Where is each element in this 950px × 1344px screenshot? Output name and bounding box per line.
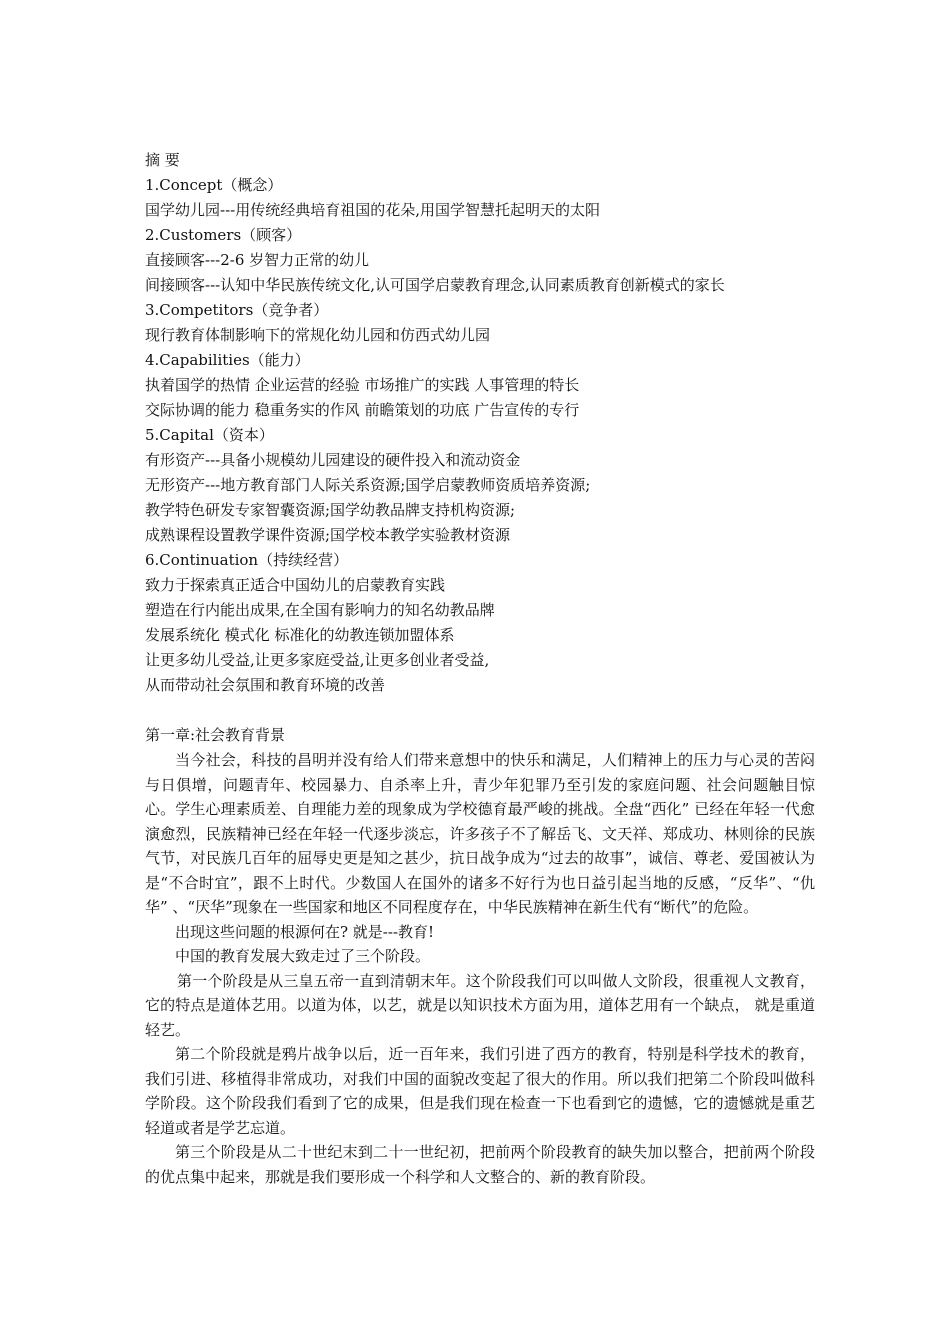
- summary-line: 交际协调的能力 稳重务实的作风 前瞻策划的功底 广告宣传的专行: [145, 401, 580, 419]
- chapter-paragraph: 第一个阶段是从三皇五帝一直到清朝末年。这个阶段我们可以叫做人文阶段，很重视人文教育，它的特点是道体艺用。以道为体，以艺，就是以知识技术方面为用，道体艺用有一个缺点， 就是重道轻艺。: [145, 971, 815, 1039]
- summary-line: 塑造在行内能出成果,在全国有影响力的知名幼教品牌: [145, 601, 495, 619]
- chapter-heading: 第一章:社会教育背景: [145, 726, 286, 744]
- summary-line: 执着国学的热情 企业运营的经验 市场推广的实践 人事管理的特长: [145, 376, 580, 394]
- summary-line: 1.Concept（概念）: [145, 176, 283, 194]
- summary-line: 3.Competitors（竞争者）: [145, 301, 329, 319]
- summary-line: 直接顾客---2-6 岁智力正常的幼儿: [145, 251, 370, 269]
- summary-line: 教学特色研发专家智囊资源;国学幼教品牌支持机构资源;: [145, 501, 516, 519]
- chapter-paragraph: 中国的教育发展大致走过了三个阶段。: [175, 947, 431, 965]
- summary-line: 国学幼儿园---用传统经典培育祖国的花朵,用国学智慧托起明天的太阳: [145, 201, 600, 219]
- summary-line: 现行教育体制影响下的常规化幼儿园和仿西式幼儿园: [145, 326, 491, 344]
- chapter-paragraph: 第三个阶段是从二十世纪末到二十一世纪初，把前两个阶段教育的缺失加以整合，把前两个阶段的优点集中起来，那就是我们要形成一个科学和人文整合的、新的教育阶段。: [145, 1143, 815, 1186]
- summary-line: 有形资产---具备小规模幼儿园建设的硬件投入和流动资金: [145, 451, 521, 469]
- summary-line: 让更多幼儿受益,让更多家庭受益,让更多创业者受益,: [145, 651, 490, 669]
- summary-line: 5.Capital（资本）: [145, 426, 274, 444]
- summary-title: 摘 要: [145, 151, 180, 169]
- spacer: [145, 698, 815, 723]
- summary-line: 致力于探索真正适合中国幼儿的启蒙教育实践: [145, 576, 446, 594]
- summary-line: 间接顾客---认知中华民族传统文化,认可国学启蒙教育理念,认同素质教育创新模式的家长: [145, 276, 725, 294]
- summary-line: 6.Continuation（持续经营）: [145, 551, 349, 569]
- chapter-paragraph: 当今社会，科技的昌明并没有给人们带来意想中的快乐和满足，人们精神上的压力与心灵的苦闷与日俱增，问题青年、校园暴力、自杀率上升，青少年犯罪乃至引发的家庭问题、社会问题触目惊心。学生心理素质差、自理能力差的现象成为学校德育最严峻的挑战。全盘“西化” 已经在年轻一代愈演愈烈，民族精神已经在年轻一代逐步淡忘，许多孩子不了解岳飞、文天祥、郑成功、林则徐的民族气节，对民族几百年的屈辱史更是知之甚少，抗日战争成为“过去的故事”，诚信、尊老、爱国被认为是“不合时宜”，跟不上时代。少数国人在国外的诸多不好行为也日益引起当地的反感，“反华”、“仇华” 、“厌华”现象在一些国家和地区不同程度存在，中华民族精神在新生代有“断代”的危险。: [145, 751, 815, 916]
- summary-line: 成熟课程设置教学课件资源;国学校本教学实验教材资源: [145, 526, 511, 544]
- summary-line: 2.Customers（顾客）: [145, 226, 302, 244]
- chapter-paragraph: 第二个阶段就是鸦片战争以后，近一百年来，我们引进了西方的教育，特别是科学技术的教育，我们引进、移植得非常成功，对我们中国的面貌改变起了很大的作用。所以我们把第二个阶段叫做科学阶段。这个阶段我们看到了它的成果，但是我们现在检查一下也看到它的遗憾，它的遗憾就是重艺轻道或者是学艺忘道。: [145, 1045, 815, 1137]
- summary-line: 4.Capabilities（能力）: [145, 351, 310, 369]
- document-page: [145, 148, 815, 1189]
- summary-line: 无形资产---地方教育部门人际关系资源;国学启蒙教师资质培养资源;: [145, 476, 591, 494]
- chapter-paragraph: 出现这些问题的根源何在? 就是---教育!: [175, 922, 435, 941]
- summary-line: 从而带动社会氛围和教育环境的改善: [145, 676, 386, 694]
- summary-line: 发展系统化 模式化 标准化的幼教连锁加盟体系: [145, 626, 455, 644]
